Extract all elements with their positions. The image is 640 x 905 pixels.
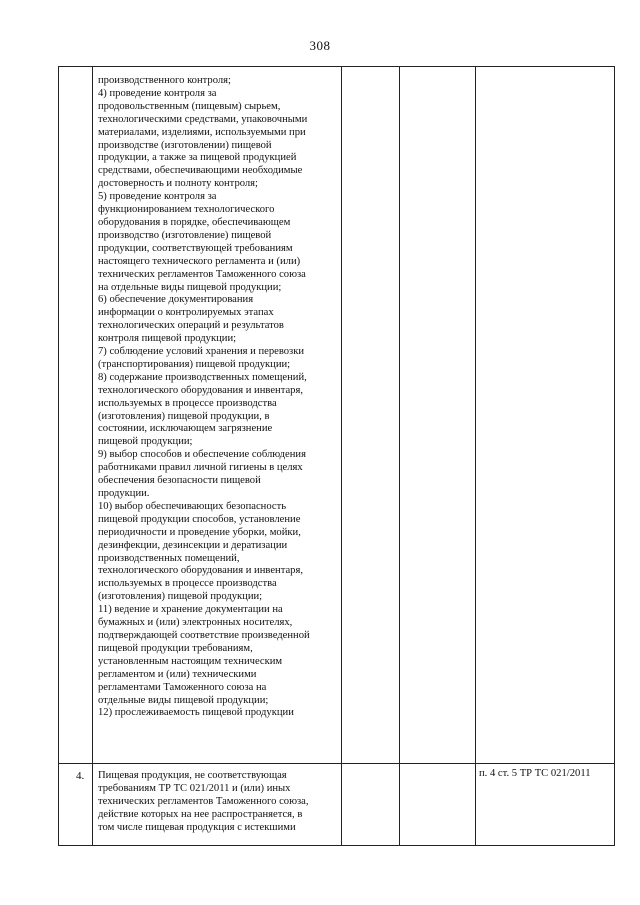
text-line: пищевой продукции способов, установление xyxy=(98,513,301,525)
text-line: контроля пищевой продукции; xyxy=(98,333,237,345)
text-line: функционированием технологического xyxy=(98,204,275,216)
text-line: пищевой продукции; xyxy=(98,436,193,448)
text-line: состоянии, исключающем загрязнение xyxy=(98,423,273,435)
text-line: производстве (изготовлении) пищевой xyxy=(98,139,272,151)
text-line: материалами, изделиями, используемыми при xyxy=(98,126,306,138)
text-line: (изготовления) пищевой продукции, в xyxy=(98,410,270,422)
text-line: настоящего технического регламента и (или) xyxy=(98,255,301,267)
text-line: производство (изготовление) пищевой xyxy=(98,229,272,241)
text-line: регламентами Таможенного союза на xyxy=(98,681,267,693)
column-divider xyxy=(475,66,476,846)
text-line: отдельные виды пищевой продукции; xyxy=(98,694,269,706)
text-line: действие которых на нее распространяется, в xyxy=(98,808,303,820)
text-line: (транспортирования) пищевой продукции; xyxy=(98,358,291,370)
text-line: технологического оборудования и инвентаря, xyxy=(98,384,303,396)
text-line: 8) содержание производственных помещений, xyxy=(98,371,307,383)
row-divider xyxy=(58,763,615,764)
text-line: бумажных и (или) электронных носителях, xyxy=(98,617,293,629)
column-divider xyxy=(92,66,93,846)
text-line: пищевой продукции требованиям, xyxy=(98,642,253,654)
text-line: 9) выбор способов и обеспечение соблюдения xyxy=(98,449,306,461)
row-number: 4. xyxy=(76,770,85,782)
text-line: дезинфекции, дезинсекции и дератизации xyxy=(98,539,288,551)
text-line: работниками правил личной гигиены в целях xyxy=(98,462,303,474)
requirements-table xyxy=(58,66,615,846)
page-number: 308 xyxy=(309,38,331,53)
text-line: подтверждающей соответствие произведенной xyxy=(98,629,310,641)
text-line: технических регламентов Таможенного союза, xyxy=(98,795,309,807)
text-line: 6) обеспечение документирования xyxy=(98,294,254,306)
text-line: 5) проведение контроля за xyxy=(98,191,217,203)
text-line: продукции, соответствующей требованиям xyxy=(98,242,293,254)
text-line: 11) ведение и хранение документации на xyxy=(98,604,283,616)
text-line: достоверность и полноту контроля; xyxy=(98,178,259,190)
text-line: производственных помещений, xyxy=(98,552,240,564)
text-line: регламентом и (или) техническими xyxy=(98,668,257,680)
text-line: 4) проведение контроля за xyxy=(98,87,217,99)
text-line: периодичности и проведение уборки, мойки, xyxy=(98,526,301,538)
text-line: требованиям ТР ТС 021/2011 и (или) иных xyxy=(98,782,291,794)
text-line: обеспечения безопасности пищевой xyxy=(98,475,261,487)
column-divider xyxy=(341,66,342,846)
text-line: том числе пищевая продукция с истекшими xyxy=(98,821,296,833)
table-row xyxy=(98,770,309,835)
text-line: информации о контролируемых этапах xyxy=(98,307,274,319)
text-line: оборудования в порядке, обеспечивающем xyxy=(98,216,291,228)
text-line: технологических операций и результатов xyxy=(98,320,284,332)
text-line: 7) соблюдение условий хранения и перевозки xyxy=(98,346,305,358)
text-line: (изготовления) пищевой продукции; xyxy=(98,591,263,603)
text-line: технологического оборудования и инвентаря, xyxy=(98,565,303,577)
text-line: 10) выбор обеспечивающих безопасность xyxy=(98,500,287,512)
requirement-text xyxy=(98,75,310,720)
regulation-reference: п. 4 ст. 5 ТР ТС 021/2011 xyxy=(479,768,591,779)
text-line: производственного контроля; xyxy=(98,75,231,86)
table-border-bottom xyxy=(58,845,615,846)
text-line: используемых в процессе производства xyxy=(98,397,277,409)
table-border-top xyxy=(58,66,615,67)
table-border-right xyxy=(614,66,615,846)
text-line: технических регламентов Таможенного союза xyxy=(98,268,306,280)
text-line: установленным настоящим техническим xyxy=(98,655,283,667)
text-line: продовольственным (пищевым) сырьем, xyxy=(98,100,281,112)
text-line: Пищевая продукция, не соответствующая xyxy=(98,770,287,781)
text-line: 12) прослеживаемость пищевой продукции xyxy=(98,707,294,719)
text-line: технологическими средствами, упаковочными xyxy=(98,113,308,125)
text-line: продукции, а также за пищевой продукцией xyxy=(98,152,297,164)
text-line: продукции. xyxy=(98,488,150,499)
requirement-text xyxy=(98,770,309,835)
text-line: средствами, обеспечивающими необходимые xyxy=(98,165,303,177)
column-divider xyxy=(399,66,400,846)
text-line: на отдельные виды пищевой продукции; xyxy=(98,281,282,293)
table-row xyxy=(98,75,310,720)
table-border-left xyxy=(58,66,59,846)
text-line: используемых в процессе производства xyxy=(98,578,277,590)
